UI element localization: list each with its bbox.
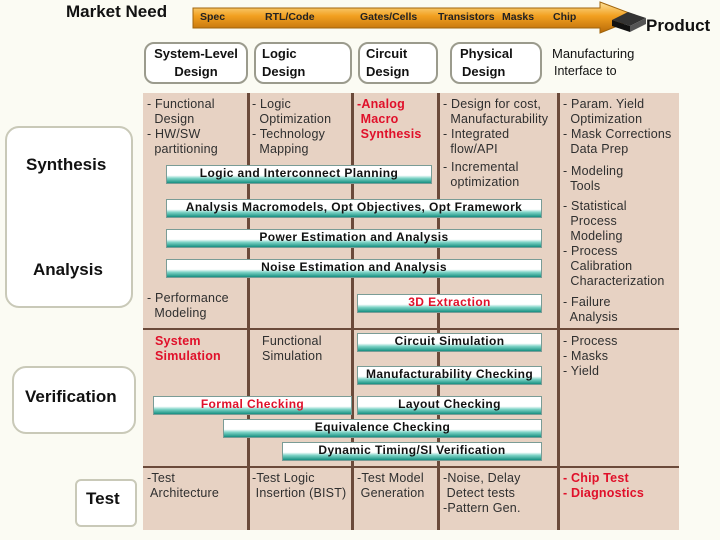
grid-divider: [351, 93, 354, 530]
verification-label: Verification: [25, 387, 117, 406]
column-logic-line2: Design: [262, 64, 306, 79]
arrow-label-chip: Chip: [553, 11, 577, 23]
cell-performance-modeling: - Performance Modeling: [147, 291, 229, 320]
column-circuit-line1: Circuit: [366, 46, 408, 61]
cell-test-logic-insertion: -Test Logic Insertion (BIST): [252, 471, 347, 500]
arrow-label-masks: Masks: [502, 11, 535, 23]
cell-test-pattern-generation: -Noise, Delay Detect tests -Pattern Gen.: [443, 471, 521, 515]
cell-failure-analysis: - Failure Analysis: [563, 295, 618, 324]
cell-logic-synthesis: - Logic Optimization - Technology Mapping: [252, 97, 332, 156]
arrow-label-gates: Gates/Cells: [360, 11, 418, 23]
cell-test-model-generation: -Test Model Generation: [357, 471, 425, 500]
bar-formal-checking: Formal Checking: [153, 396, 352, 415]
bar-power-estimation: Power Estimation and Analysis: [166, 229, 542, 248]
bar-noise-estimation: Noise Estimation and Analysis: [166, 259, 542, 278]
bar-analysis-macromodels: Analysis Macromodels, Opt Objectives, Opt Framework: [166, 199, 542, 218]
cell-manufacturing-verification: - Process - Masks - Yield: [563, 334, 618, 378]
column-manufacturing-line1: Manufacturing: [552, 46, 635, 61]
bar-3d-extraction: 3D Extraction: [357, 294, 542, 313]
column-logic-line1: Logic: [262, 46, 297, 61]
column-circuit-line2: Design: [366, 64, 410, 79]
bar-circuit-simulation: Circuit Simulation: [357, 333, 542, 352]
arrow-label-transistors: Transistors: [438, 11, 495, 23]
test-label: Test: [86, 489, 120, 508]
cell-chip-test: - Chip Test - Diagnostics: [563, 471, 645, 500]
cell-physical-incremental: - Incremental optimization: [443, 160, 520, 189]
column-physical-line2: Design: [462, 64, 506, 79]
grid-divider: [143, 328, 679, 330]
arrow-label-spec: Spec: [200, 11, 226, 23]
synthesis-analysis-box: [5, 126, 133, 308]
synthesis-label: Synthesis: [26, 155, 107, 174]
product-label: Product: [646, 16, 711, 35]
column-physical-line1: Physical: [460, 46, 513, 61]
bar-dynamic-timing-verification: Dynamic Timing/SI Verification: [282, 442, 542, 461]
cell-functional-simulation: Functional Simulation: [262, 334, 323, 363]
column-system-level-line2: Design: [174, 64, 218, 79]
cell-manufacturing-modeling: - Modeling Tools: [563, 164, 624, 193]
cell-manufacturing-synthesis: - Param. Yield Optimization - Mask Corrections Data Prep: [563, 97, 672, 156]
cell-physical-synthesis: - Design for cost, Manufacturability - Integrated flow/API: [443, 97, 549, 156]
arrow-label-rtl: RTL/Code: [265, 11, 315, 23]
grid-divider: [557, 93, 560, 530]
chip-icon: [612, 12, 646, 32]
market-need-label: Market Need: [66, 2, 168, 21]
cell-manufacturing-analysis: - Statistical Process Modeling - Process Calibration Characterization: [563, 199, 665, 288]
column-manufacturing-line2: Interface to: [554, 64, 617, 78]
grid-divider: [143, 466, 679, 468]
bar-equivalence-checking: Equivalence Checking: [223, 419, 542, 438]
bar-manufacturability-checking: Manufacturability Checking: [357, 366, 542, 385]
column-system-level-line1: System-Level: [154, 46, 238, 61]
cell-circuit-synthesis: -Analog Macro Synthesis: [357, 97, 422, 141]
cell-system-synthesis: - Functional Design - HW/SW partitioning: [147, 97, 218, 156]
bar-layout-checking: Layout Checking: [357, 396, 542, 415]
cell-test-architecture: -Test Architecture: [147, 471, 220, 500]
analysis-label: Analysis: [33, 260, 103, 279]
cell-system-simulation: System Simulation: [155, 334, 221, 363]
bar-logic-interconnect-planning: Logic and Interconnect Planning: [166, 165, 432, 184]
grid-divider: [247, 93, 250, 530]
